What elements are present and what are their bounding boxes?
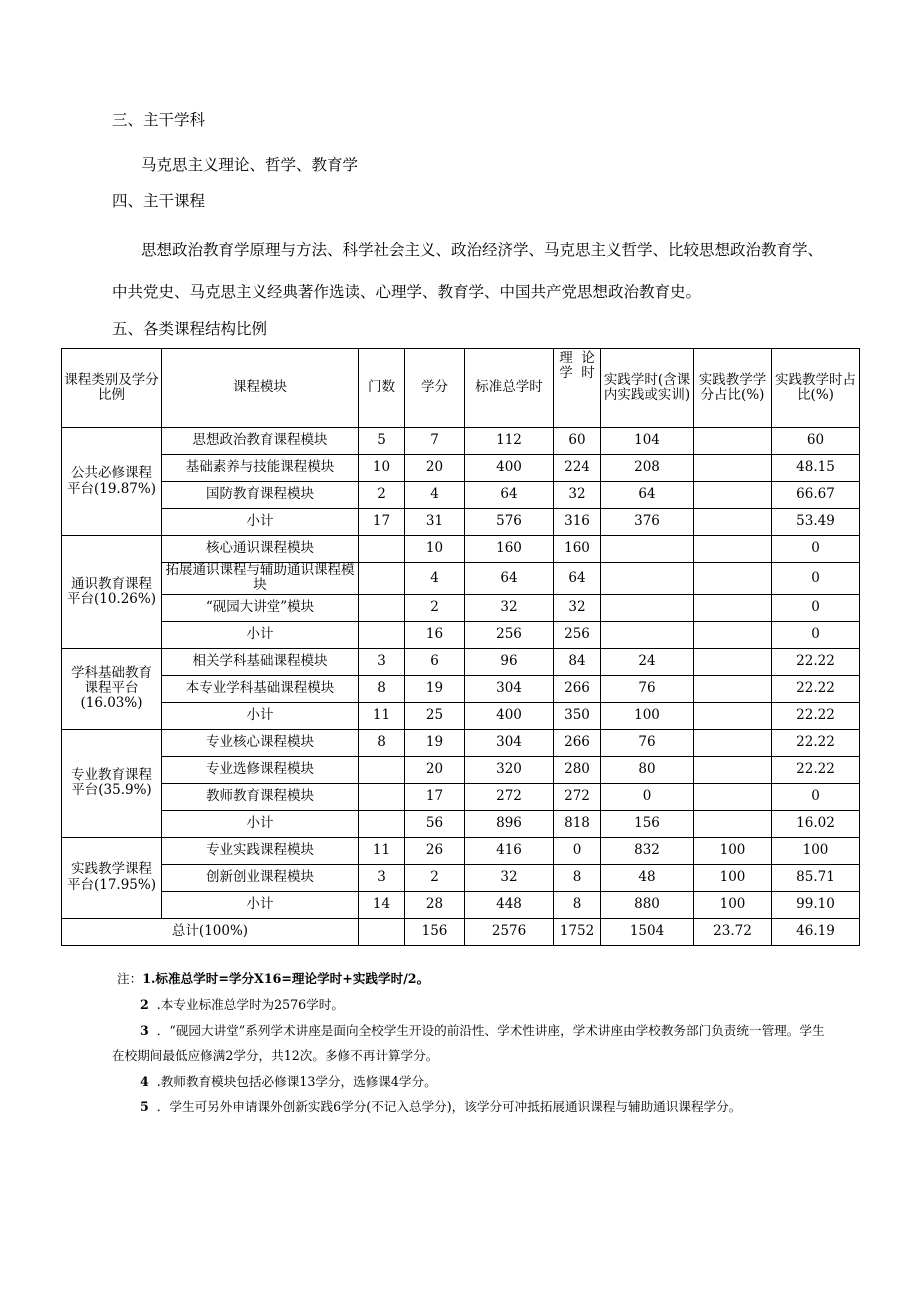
note-text: 标准总学时=学分X16=理论学时+实践学时/2。 <box>155 971 430 986</box>
header-practice-hours: 实践学时(含课内实践或实训) <box>601 349 694 428</box>
practice-hour-ratio-cell: 53.49 <box>772 509 860 536</box>
module-name-cell: “砚园大讲堂”模块 <box>162 594 359 621</box>
note-1 <box>117 968 429 987</box>
practice-hours-cell: 100 <box>601 702 694 729</box>
table-row <box>62 536 860 563</box>
credits-cell: 10 <box>405 536 465 563</box>
course-count-cell: 3 <box>359 864 405 891</box>
course-count-cell: 17 <box>359 509 405 536</box>
section-3-heading: 三、主干学科 <box>112 111 206 129</box>
total-course-count-cell <box>359 918 405 945</box>
credits-cell: 25 <box>405 702 465 729</box>
theory-hours-cell: 60 <box>554 428 601 455</box>
standard-hours-cell: 32 <box>465 864 554 891</box>
module-name-cell: 相关学科基础课程模块 <box>162 648 359 675</box>
practice-credit-ratio-cell <box>694 729 772 756</box>
practice-credit-ratio-cell <box>694 648 772 675</box>
practice-credit-ratio-cell <box>694 594 772 621</box>
practice-credit-ratio-cell: 100 <box>694 864 772 891</box>
table-row <box>62 702 860 729</box>
theory-hours-cell: 256 <box>554 621 601 648</box>
note-number: 2 <box>140 997 149 1012</box>
module-name-cell: 专业选修课程模块 <box>162 756 359 783</box>
total-theory-hours-cell: 1752 <box>554 918 601 945</box>
practice-hour-ratio-cell: 22.22 <box>772 648 860 675</box>
table-header-row <box>62 349 860 428</box>
practice-hours-cell: 880 <box>601 891 694 918</box>
header-theory-hours-col1: 论时 <box>581 350 595 381</box>
course-count-cell <box>359 783 405 810</box>
standard-hours-cell: 32 <box>465 594 554 621</box>
note-3 <box>140 1020 825 1039</box>
theory-hours-cell: 818 <box>554 810 601 837</box>
table-row <box>62 563 860 595</box>
practice-hours-cell: 64 <box>601 482 694 509</box>
credits-cell: 19 <box>405 729 465 756</box>
note-text: 在校期间最低应修满2学分，共12次。多修不再计算学分。 <box>112 1048 439 1063</box>
theory-hours-cell: 266 <box>554 729 601 756</box>
practice-credit-ratio-cell <box>694 536 772 563</box>
header-theory-hours <box>554 349 601 428</box>
theory-hours-cell: 8 <box>554 891 601 918</box>
table-row <box>62 891 860 918</box>
note-gap <box>149 1099 157 1114</box>
table-total-row <box>62 918 860 945</box>
course-structure-table <box>61 348 860 946</box>
module-name-cell: 创新创业课程模块 <box>162 864 359 891</box>
note-4 <box>140 1071 437 1090</box>
standard-hours-cell: 272 <box>465 783 554 810</box>
practice-hours-cell: 156 <box>601 810 694 837</box>
header-practice-credit-ratio: 实践教学学分占比(%) <box>694 349 772 428</box>
standard-hours-cell: 400 <box>465 455 554 482</box>
standard-hours-cell: 96 <box>465 648 554 675</box>
category-label-line: 平台(19.87%) <box>66 480 156 497</box>
table-row <box>62 756 860 783</box>
practice-credit-ratio-cell <box>694 482 772 509</box>
practice-hour-ratio-cell: 16.02 <box>772 810 860 837</box>
theory-hours-cell: 8 <box>554 864 601 891</box>
practice-hour-ratio-cell: 22.22 <box>772 702 860 729</box>
table-body <box>62 428 860 946</box>
table-row <box>62 648 860 675</box>
header-practice-hour-ratio: 实践教学时占比(%) <box>772 349 860 428</box>
standard-hours-cell: 112 <box>465 428 554 455</box>
course-count-cell: 8 <box>359 729 405 756</box>
note-number: 1 <box>142 971 151 986</box>
credits-cell: 16 <box>405 621 465 648</box>
note-number: 5 <box>140 1099 149 1114</box>
course-count-cell <box>359 810 405 837</box>
course-count-cell <box>359 621 405 648</box>
standard-hours-cell: 320 <box>465 756 554 783</box>
practice-hour-ratio-cell: 0 <box>772 621 860 648</box>
category-label-line: (16.03%) <box>80 695 143 712</box>
category-cell <box>62 837 162 918</box>
theory-hours-cell: 280 <box>554 756 601 783</box>
header-credits: 学分 <box>405 349 465 428</box>
practice-hours-cell <box>601 563 694 595</box>
header-theory-hours-col2: 理学 <box>559 350 573 381</box>
course-count-cell: 5 <box>359 428 405 455</box>
course-structure-table-container <box>61 348 859 946</box>
practice-hours-cell: 0 <box>601 783 694 810</box>
course-count-cell: 11 <box>359 702 405 729</box>
credits-cell: 4 <box>405 563 465 595</box>
category-label-line: 学科基础教育 <box>71 664 152 681</box>
table-row <box>62 509 860 536</box>
note-5 <box>140 1096 741 1115</box>
category-cell <box>62 428 162 536</box>
note-text: .教师教育模块包括必修课13学分，选修课4学分。 <box>156 1074 437 1089</box>
course-count-cell <box>359 536 405 563</box>
theory-hours-cell: 266 <box>554 675 601 702</box>
practice-hour-ratio-cell: 66.67 <box>772 482 860 509</box>
credits-cell: 7 <box>405 428 465 455</box>
theory-hours-cell: 0 <box>554 837 601 864</box>
theory-hours-cell: 272 <box>554 783 601 810</box>
course-count-cell <box>359 594 405 621</box>
standard-hours-cell: 64 <box>465 563 554 595</box>
course-count-cell <box>359 756 405 783</box>
credits-cell: 26 <box>405 837 465 864</box>
practice-hour-ratio-cell: 85.71 <box>772 864 860 891</box>
credits-cell: 17 <box>405 783 465 810</box>
note-number: 4 <box>140 1074 149 1089</box>
practice-hour-ratio-cell: 0 <box>772 594 860 621</box>
module-name-cell: 小计 <box>162 810 359 837</box>
practice-credit-ratio-cell: 100 <box>694 837 772 864</box>
practice-hours-cell: 48 <box>601 864 694 891</box>
header-category: 课程类别及学分比例 <box>62 349 162 428</box>
theory-hours-cell: 316 <box>554 509 601 536</box>
practice-credit-ratio-cell <box>694 756 772 783</box>
table-row <box>62 864 860 891</box>
category-label-line: 公共必修课程 <box>71 465 152 482</box>
practice-credit-ratio-cell <box>694 702 772 729</box>
practice-hours-cell: 76 <box>601 729 694 756</box>
credits-cell: 20 <box>405 455 465 482</box>
table-row <box>62 729 860 756</box>
practice-credit-ratio-cell: 100 <box>694 891 772 918</box>
note-2 <box>140 994 344 1013</box>
practice-credit-ratio-cell <box>694 621 772 648</box>
practice-hour-ratio-cell: 22.22 <box>772 756 860 783</box>
table-row <box>62 428 860 455</box>
practice-credit-ratio-cell <box>694 455 772 482</box>
category-label-line: 实践教学课程 <box>71 861 152 878</box>
table-row <box>62 455 860 482</box>
category-cell <box>62 648 162 729</box>
theory-hours-cell: 32 <box>554 594 601 621</box>
practice-hour-ratio-cell: 0 <box>772 783 860 810</box>
practice-hour-ratio-cell: 99.10 <box>772 891 860 918</box>
total-label-cell: 总计(100%) <box>62 918 359 945</box>
module-name-cell: 国防教育课程模块 <box>162 482 359 509</box>
practice-hours-cell: 76 <box>601 675 694 702</box>
standard-hours-cell: 448 <box>465 891 554 918</box>
note-3-continuation <box>112 1045 438 1064</box>
note-text: .本专业标准总学时为2576学时。 <box>156 997 344 1012</box>
note-number: 3 <box>140 1023 149 1038</box>
table-row <box>62 594 860 621</box>
module-name-cell: 小计 <box>162 621 359 648</box>
credits-cell: 28 <box>405 891 465 918</box>
practice-hours-cell: 24 <box>601 648 694 675</box>
note-text: ．学生可另外申请课外创新实践6学分(不记入总学分)，该学分可冲抵拓展通识课程与辅助通识课程学分。 <box>156 1099 742 1114</box>
total-credits-cell: 156 <box>405 918 465 945</box>
standard-hours-cell: 416 <box>465 837 554 864</box>
practice-credit-ratio-cell <box>694 563 772 595</box>
header-count: 门数 <box>359 349 405 428</box>
theory-hours-cell: 64 <box>554 563 601 595</box>
credits-cell: 4 <box>405 482 465 509</box>
standard-hours-cell: 160 <box>465 536 554 563</box>
practice-hours-cell: 80 <box>601 756 694 783</box>
note-gap <box>149 1023 157 1038</box>
practice-hour-ratio-cell: 22.22 <box>772 675 860 702</box>
note-prefix: 注： <box>117 971 143 986</box>
practice-hours-cell: 376 <box>601 509 694 536</box>
practice-hour-ratio-cell: 0 <box>772 563 860 595</box>
standard-hours-cell: 400 <box>465 702 554 729</box>
standard-hours-cell: 304 <box>465 675 554 702</box>
practice-credit-ratio-cell <box>694 810 772 837</box>
theory-hours-cell: 32 <box>554 482 601 509</box>
practice-hour-ratio-cell: 100 <box>772 837 860 864</box>
category-cell <box>62 536 162 649</box>
total-practice-hour-ratio-cell: 46.19 <box>772 918 860 945</box>
module-name-cell: 思想政治教育课程模块 <box>162 428 359 455</box>
standard-hours-cell: 896 <box>465 810 554 837</box>
note-text: ．“砚园大讲堂”系列学术讲座是面向全校学生开设的前沿性、学术性讲座，学术讲座由学校教务部门负责统一管理。学生 <box>156 1023 825 1038</box>
header-standard-hours: 标准总学时 <box>465 349 554 428</box>
table-row <box>62 837 860 864</box>
course-count-cell: 14 <box>359 891 405 918</box>
table-row <box>62 675 860 702</box>
module-name-cell: 小计 <box>162 509 359 536</box>
practice-credit-ratio-cell <box>694 675 772 702</box>
practice-hours-cell <box>601 536 694 563</box>
practice-hours-cell <box>601 621 694 648</box>
module-name-cell: 教师教育课程模块 <box>162 783 359 810</box>
credits-cell: 6 <box>405 648 465 675</box>
module-name-cell: 核心通识课程模块 <box>162 536 359 563</box>
course-count-cell: 8 <box>359 675 405 702</box>
section-4-body-line1: 思想政治教育学原理与方法、科学社会主义、政治经济学、马克思主义哲学、比较思想政治教育学、 <box>141 241 824 259</box>
practice-hours-cell: 104 <box>601 428 694 455</box>
practice-hour-ratio-cell: 0 <box>772 536 860 563</box>
practice-credit-ratio-cell <box>694 783 772 810</box>
course-count-cell: 3 <box>359 648 405 675</box>
table-row <box>62 621 860 648</box>
total-practice-credit-ratio-cell: 23.72 <box>694 918 772 945</box>
module-name-cell: 基础素养与技能课程模块 <box>162 455 359 482</box>
category-label-line: 专业教育课程 <box>71 766 152 783</box>
table-row <box>62 783 860 810</box>
practice-hour-ratio-cell: 48.15 <box>772 455 860 482</box>
total-standard-hours-cell: 2576 <box>465 918 554 945</box>
category-label-line: 通识教育课程 <box>71 575 152 592</box>
note-gap <box>149 997 157 1012</box>
course-count-cell <box>359 563 405 595</box>
credits-cell: 2 <box>405 594 465 621</box>
course-count-cell: 11 <box>359 837 405 864</box>
module-name-cell: 拓展通识课程与辅助通识课程模块 <box>162 563 359 595</box>
theory-hours-cell: 350 <box>554 702 601 729</box>
credits-cell: 2 <box>405 864 465 891</box>
note-dot: . <box>150 971 156 986</box>
category-cell <box>62 729 162 837</box>
module-name-cell: 专业实践课程模块 <box>162 837 359 864</box>
practice-credit-ratio-cell <box>694 428 772 455</box>
table-row <box>62 482 860 509</box>
course-count-cell: 10 <box>359 455 405 482</box>
section-4-body-line2: 中共党史、马克思主义经典著作选读、心理学、教育学、中国共产党思想政治教育史。 <box>112 283 702 301</box>
course-count-cell: 2 <box>359 482 405 509</box>
section-4-heading: 四、主干课程 <box>112 192 206 210</box>
practice-hours-cell <box>601 594 694 621</box>
module-name-cell: 本专业学科基础课程模块 <box>162 675 359 702</box>
category-label-line: 平台(35.9%) <box>71 782 152 799</box>
standard-hours-cell: 304 <box>465 729 554 756</box>
section-5-heading: 五、各类课程结构比例 <box>112 320 268 338</box>
credits-cell: 19 <box>405 675 465 702</box>
note-gap <box>149 1074 157 1089</box>
category-label-line: 课程平台 <box>84 680 139 697</box>
module-name-cell: 小计 <box>162 891 359 918</box>
practice-hour-ratio-cell: 60 <box>772 428 860 455</box>
practice-hours-cell: 208 <box>601 455 694 482</box>
practice-hour-ratio-cell: 22.22 <box>772 729 860 756</box>
total-practice-hours-cell: 1504 <box>601 918 694 945</box>
theory-hours-cell: 160 <box>554 536 601 563</box>
theory-hours-cell: 84 <box>554 648 601 675</box>
header-module: 课程模块 <box>162 349 359 428</box>
category-label-line: 平台(10.26%) <box>66 590 156 607</box>
credits-cell: 31 <box>405 509 465 536</box>
practice-credit-ratio-cell <box>694 509 772 536</box>
table-row <box>62 810 860 837</box>
credits-cell: 56 <box>405 810 465 837</box>
standard-hours-cell: 256 <box>465 621 554 648</box>
standard-hours-cell: 64 <box>465 482 554 509</box>
section-3-body: 马克思主义理论、哲学、教育学 <box>141 156 359 174</box>
module-name-cell: 小计 <box>162 702 359 729</box>
practice-hours-cell: 832 <box>601 837 694 864</box>
category-label-line: 平台(17.95%) <box>66 876 156 893</box>
module-name-cell: 专业核心课程模块 <box>162 729 359 756</box>
credits-cell: 20 <box>405 756 465 783</box>
theory-hours-cell: 224 <box>554 455 601 482</box>
standard-hours-cell: 576 <box>465 509 554 536</box>
